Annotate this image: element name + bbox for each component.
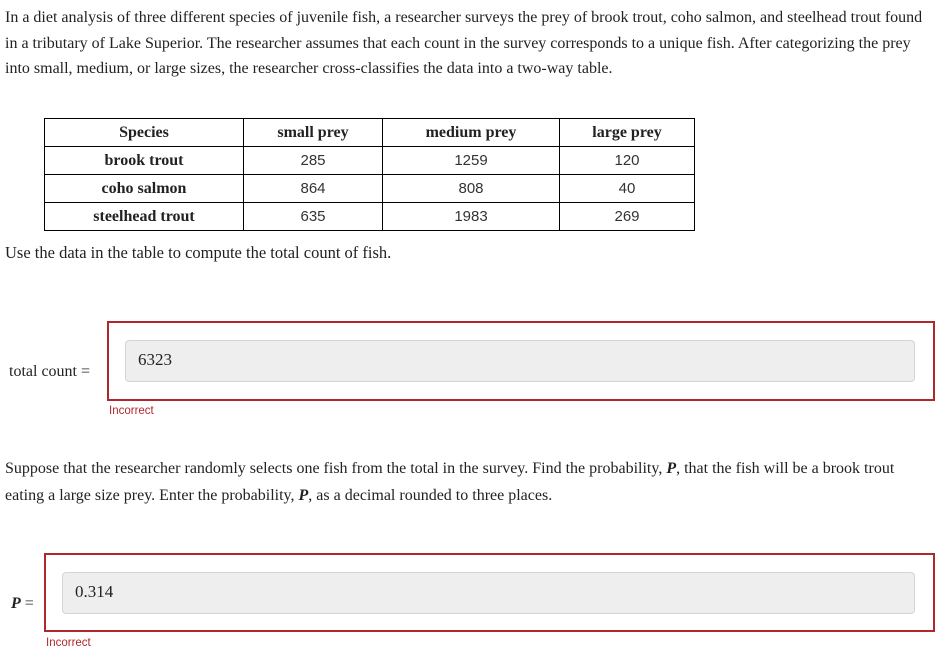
total-count-feedback: Incorrect (109, 405, 154, 417)
cell-medium: 1259 (383, 147, 560, 175)
table-row (45, 175, 695, 203)
total-count-answer-box (107, 321, 935, 401)
probability-input[interactable]: 0.314 (62, 572, 915, 614)
total-count-input[interactable]: 6323 (125, 340, 915, 382)
part2-prompt (5, 455, 935, 509)
cell-medium: 1983 (383, 203, 560, 231)
cell-large: 269 (560, 203, 695, 231)
two-way-table (44, 118, 695, 231)
probability-label-eq: = (20, 595, 34, 612)
part2-prompt-c: , as a decimal rounded to three places. (308, 487, 553, 504)
cell-medium: 808 (383, 175, 560, 203)
probability-feedback: Incorrect (46, 637, 91, 649)
header-large-prey: large prey (560, 119, 695, 147)
header-species: Species (45, 119, 244, 147)
table-row (45, 203, 695, 231)
cell-small: 285 (244, 147, 383, 175)
cell-large: 120 (560, 147, 695, 175)
question-intro: In a diet analysis of three different species of juvenile fish, a researcher surveys the prey of brook trout, coho salmon, and steelhead trout found in a tributary of Lake Superior. The researcher assumes that each count in the survey corresponds to a unique fish. After categorizing the prey into small, medium, or large sizes, the researcher cross-classifies the data into a two-way table. (5, 9, 923, 77)
probability-label (11, 595, 34, 613)
row-species: coho salmon (45, 175, 244, 203)
total-count-label: total count = (9, 363, 91, 380)
cell-large: 40 (560, 175, 695, 203)
row-species: brook trout (45, 147, 244, 175)
header-small-prey: small prey (244, 119, 383, 147)
cell-small: 635 (244, 203, 383, 231)
cell-small: 864 (244, 175, 383, 203)
table-row (45, 147, 695, 175)
probability-label-var: P (11, 595, 21, 612)
row-species: steelhead trout (45, 203, 244, 231)
probability-variable: P (298, 487, 309, 504)
probability-answer-box (44, 553, 935, 632)
header-medium-prey: medium prey (383, 119, 560, 147)
probability-variable: P (666, 460, 677, 477)
part1-prompt: Use the data in the table to compute the total count of fish. (5, 243, 392, 262)
part2-prompt-b: , that the fish will be a brook trout eating a large size prey. Enter the probability, (5, 460, 895, 504)
part2-prompt-a: Suppose that the researcher randomly selects one fish from the total in the survey. Find the probability, (5, 460, 667, 477)
table-header-row (45, 119, 695, 147)
